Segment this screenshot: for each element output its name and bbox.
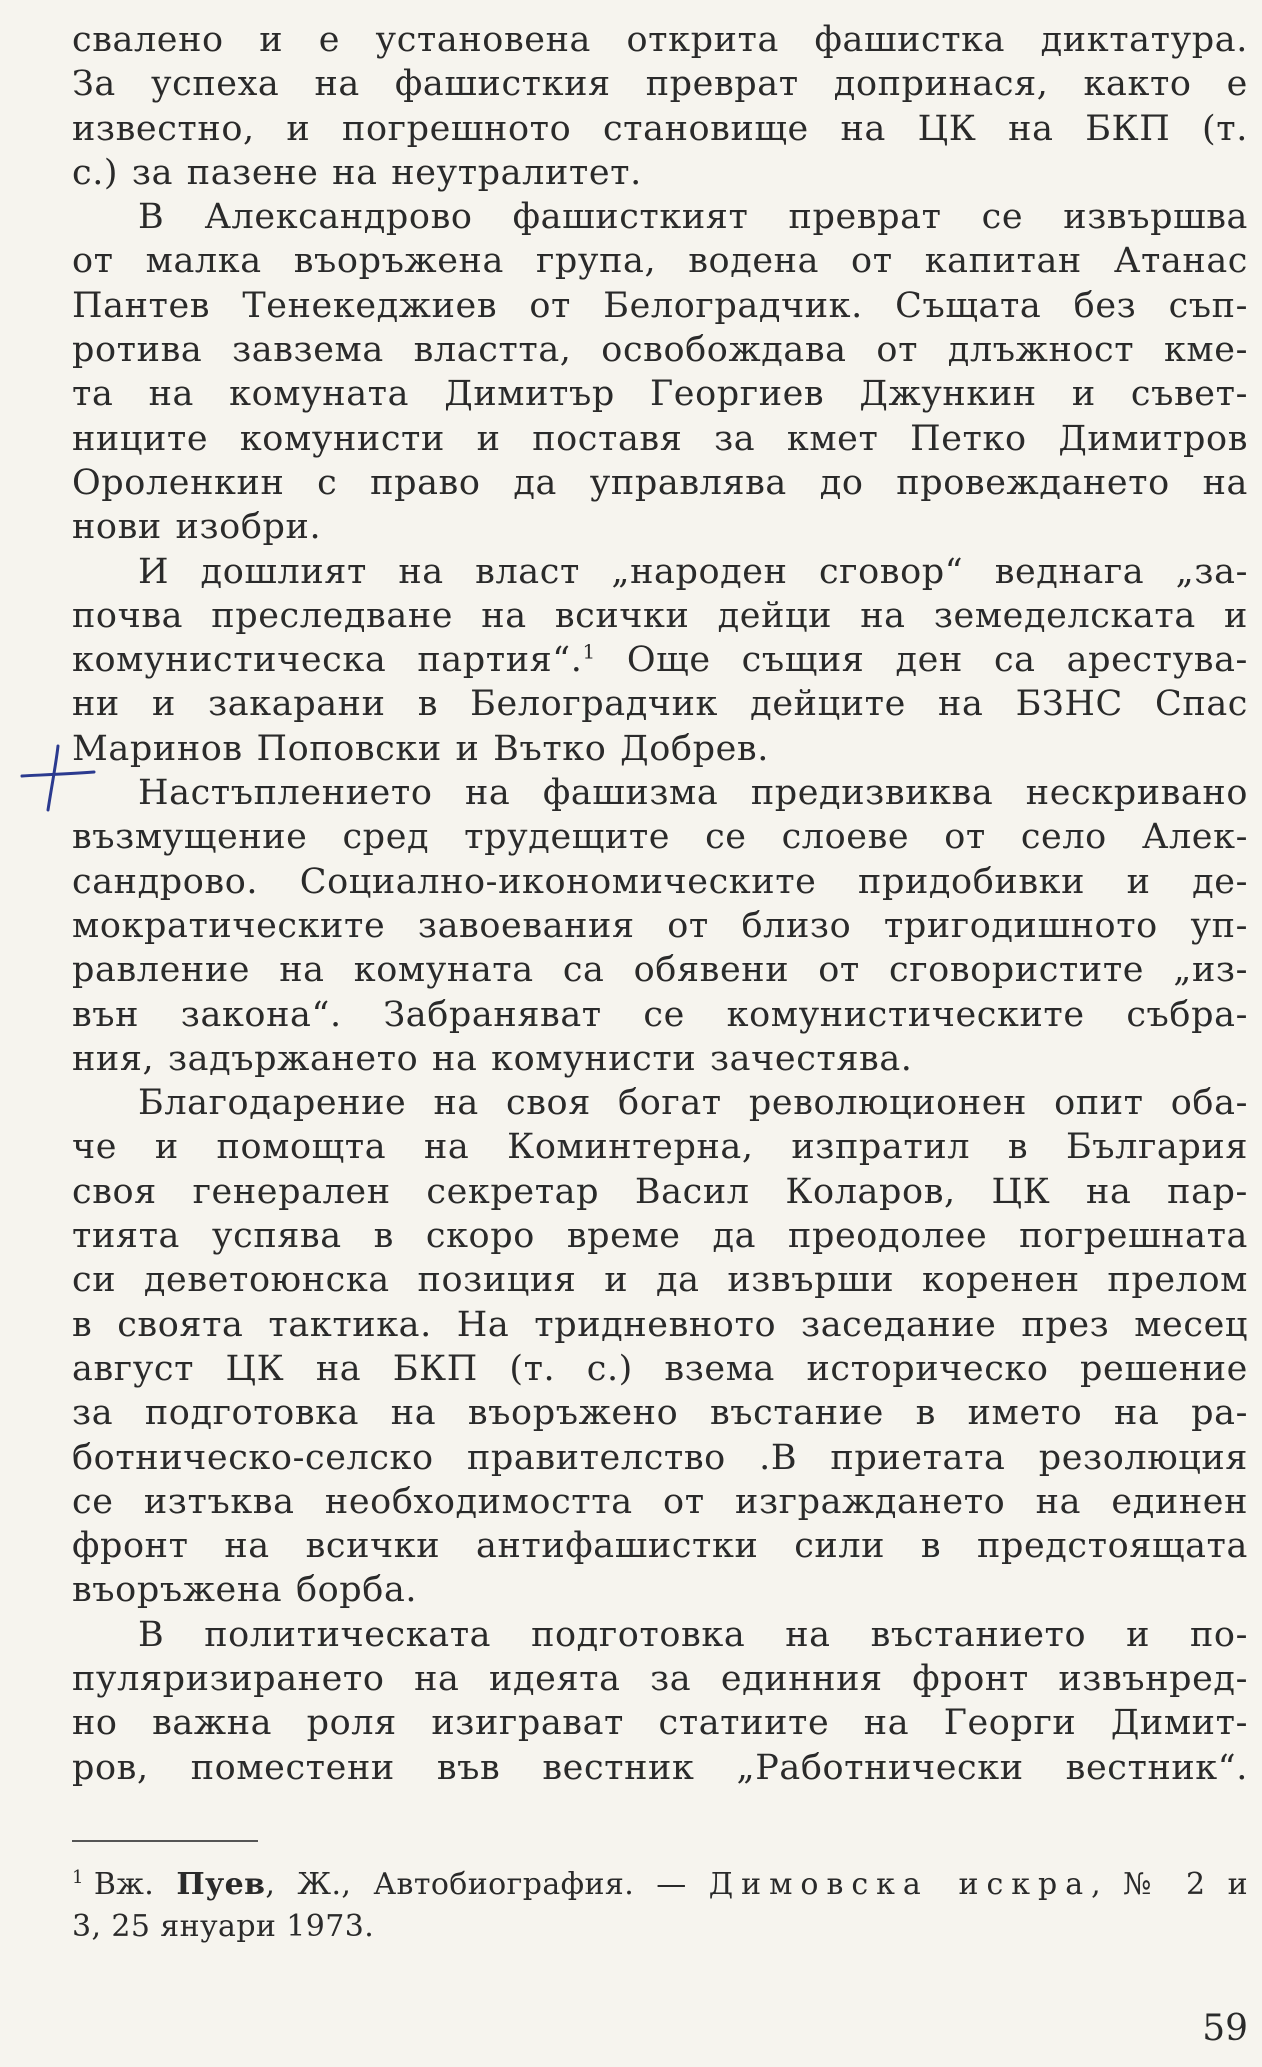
text-line-content: ротива завзема властта, освобождава от длъжност кме- xyxy=(72,330,1248,371)
text-line-content: комунистическа партия“. xyxy=(72,640,583,681)
footnote-rest-1: , Ж., Автобиография. — xyxy=(265,1867,709,1902)
footnote-line-2: 3, 25 януари 1973. xyxy=(72,1909,375,1944)
text-line-content: ботническо-селско правителство .В приетата резолюция xyxy=(72,1437,1248,1478)
text-line-content: Благодарение на своя богат революционен опит оба- xyxy=(138,1083,1248,1124)
text-line-content: с.) за пазене на неутралитет. xyxy=(72,152,642,193)
text-line xyxy=(72,638,1248,682)
text-line-content: ния, задържането на комунисти зачестява. xyxy=(72,1038,913,1079)
text-line-content: вън закона“. Забраняват се комунистическите събра- xyxy=(72,994,1248,1035)
text-line xyxy=(72,284,1248,328)
text-line-content: И дошлият на власт „народен сговор“ веднага „за- xyxy=(138,551,1248,592)
text-line xyxy=(72,1524,1248,1568)
text-line xyxy=(72,1701,1248,1745)
text-line xyxy=(72,1480,1248,1524)
text-line xyxy=(72,417,1248,461)
text-line xyxy=(72,151,1248,195)
text-line xyxy=(72,1037,1248,1081)
footnote-prefix: Вж. xyxy=(93,1867,177,1902)
text-line-content: Маринов Поповски и Вътко Добрев. xyxy=(72,728,769,769)
text-line xyxy=(72,107,1248,151)
text-line-content: ров, поместени във вестник „Работнически вестник“. xyxy=(72,1747,1248,1788)
text-line-content: ниците комунисти и поставя за кмет Петко Димитров xyxy=(72,418,1248,459)
text-line-content: та на комуната Димитър Георгиев Джункин и съвет- xyxy=(72,374,1248,415)
text-line-content: своя генерален секретар Васил Коларов, ЦК на пар- xyxy=(72,1171,1248,1212)
footnote-reference: 1 xyxy=(582,639,596,664)
text-line-content: фронт на всички антифашистки сили в предстоящата xyxy=(72,1526,1248,1567)
text-line xyxy=(72,904,1248,948)
text-line xyxy=(72,18,1248,62)
text-line xyxy=(72,1436,1248,1480)
text-line-content: но важна роля изиграват статиите на Георги Димит- xyxy=(72,1703,1248,1744)
text-line-content: се изтъква необходимостта от изграждането на единен xyxy=(72,1481,1248,1522)
text-line xyxy=(72,550,1248,594)
text-line xyxy=(72,1657,1248,1701)
text-line-content: Ороленкин с право да управлява до провеждането на xyxy=(72,462,1248,503)
text-line xyxy=(72,594,1248,638)
text-line xyxy=(72,505,1248,549)
text-line xyxy=(72,1125,1248,1169)
text-line xyxy=(72,815,1248,859)
text-line-content: август ЦК на БКП (т. с.) взема историческо решение xyxy=(72,1348,1248,1389)
text-line xyxy=(72,727,1248,771)
text-line xyxy=(72,1613,1248,1657)
text-line-continuation: Още същия ден са арестува- xyxy=(595,640,1248,681)
text-line-content: тията успява в скоро време да преодолее погрешната xyxy=(72,1216,1248,1257)
text-line-content: възмущение сред трудещите се слоеве от село Алек- xyxy=(72,817,1248,858)
text-line-content: че и помощта на Коминтерна, изпратил в България xyxy=(72,1127,1248,1168)
text-line-content: пуляризирането на идеята за единния фронт извънред- xyxy=(72,1658,1248,1699)
text-line-content: за подготовка на въоръжено въстание в името на ра- xyxy=(72,1393,1248,1434)
text-line-content: В политическата подготовка на въстанието и по- xyxy=(138,1614,1248,1655)
text-line-content: въоръжена борба. xyxy=(72,1570,418,1611)
body-text xyxy=(72,18,1248,1790)
footnote-mark: 1 xyxy=(72,1867,84,1888)
text-line xyxy=(72,372,1248,416)
text-line-content: в своята тактика. На тридневното заседание през месец xyxy=(72,1304,1248,1345)
text-line xyxy=(72,682,1248,726)
footnote-line-1 xyxy=(72,1864,1248,1906)
text-line xyxy=(72,62,1248,106)
text-line xyxy=(72,1391,1248,1435)
text-line xyxy=(72,1746,1248,1790)
text-line-content: от малка въоръжена група, водена от капитан Атанас xyxy=(72,241,1248,282)
text-line xyxy=(72,948,1248,992)
text-line xyxy=(72,1081,1248,1125)
text-line-content: почва преследване на всички дейци на земеделската и xyxy=(72,595,1248,636)
text-line-content: равление на комуната са обявени от сговористите „из- xyxy=(72,950,1248,991)
footnote xyxy=(72,1864,1248,1948)
footnote-separator xyxy=(72,1840,258,1842)
text-line xyxy=(72,1258,1248,1302)
text-line xyxy=(72,1170,1248,1214)
text-line xyxy=(72,239,1248,283)
text-line xyxy=(72,1214,1248,1258)
text-line-content: си деветоюнска позиция и да извърши коренен прелом xyxy=(72,1260,1248,1301)
text-line xyxy=(72,1303,1248,1347)
text-line xyxy=(72,1347,1248,1391)
text-line-content: свалено и е установена открита фашистка диктатура. xyxy=(72,20,1248,60)
footnote-rest-2: , № 2 и xyxy=(1091,1867,1249,1902)
text-line xyxy=(72,860,1248,904)
text-line xyxy=(72,771,1248,815)
text-line-content: Пантев Тенекеджиев от Белоградчик. Същата без съп- xyxy=(72,285,1248,326)
text-line xyxy=(72,195,1248,239)
footnote-author: Пуев xyxy=(176,1867,266,1902)
text-line-content: ни и закарани в Белоградчик дейците на БЗНС Спас xyxy=(72,684,1248,725)
text-line-content: В Александрово фашисткият преврат се извършва xyxy=(138,197,1248,238)
text-line-content: За успеха на фашисткия преврат допринася, както е xyxy=(72,64,1248,105)
text-line-content: нови изобри. xyxy=(72,507,322,548)
footnote-source: Димовска искра xyxy=(708,1867,1092,1902)
text-line xyxy=(72,1568,1248,1612)
text-line xyxy=(72,328,1248,372)
text-line-content: мократическите завоевания от близо тригодишното уп- xyxy=(72,905,1248,946)
text-line xyxy=(72,993,1248,1037)
text-line xyxy=(72,461,1248,505)
handwritten-cross-mark xyxy=(18,744,98,814)
page-number: 59 xyxy=(1202,2008,1248,2049)
text-line-content: сандрово. Социално-икономическите придобивки и де- xyxy=(72,861,1248,902)
text-line-content: известно, и погрешното становище на ЦК на БКП (т. xyxy=(72,108,1248,149)
text-line-content: Настъплението на фашизма предизвиква нескривано xyxy=(138,773,1248,814)
